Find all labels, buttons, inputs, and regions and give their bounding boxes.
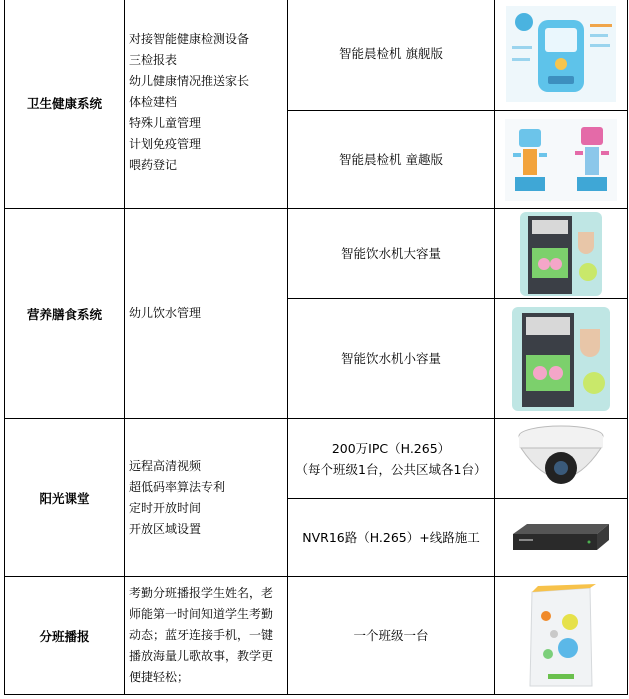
feature-item: 幼儿健康情况推送家长 <box>129 74 250 88</box>
table-row <box>5 577 628 695</box>
product-image-cell <box>495 299 628 419</box>
system-name-health: 卫生健康系统 <box>5 0 125 209</box>
feature-item: 体检建档 <box>129 95 178 109</box>
feature-list-nutrition <box>125 209 288 419</box>
bluetooth-speaker-image <box>518 582 604 690</box>
feature-description-broadcast: 考勤分班播报学生姓名，老师能第一时间知道学生考勤动态；蓝牙连接手机，一键播放海量儿歌故事，教学更便捷轻松； <box>125 577 288 695</box>
feature-item: 对接智能健康检测设备 <box>129 32 250 46</box>
table-row <box>5 0 628 111</box>
feature-item: 三检报表 <box>129 53 178 67</box>
feature-item: 超低码率算法专利 <box>129 479 226 494</box>
product-image-cell <box>495 111 628 209</box>
feature-item: 开放区域设置 <box>129 521 202 536</box>
product-name: 智能饮水机小容量 <box>288 299 495 419</box>
system-name-broadcast: 分班播报 <box>5 577 125 695</box>
table-row <box>5 419 628 499</box>
system-name-classroom: 阳光课堂 <box>5 419 125 577</box>
feature-item: 定时开放时间 <box>129 500 202 515</box>
feature-list-health <box>125 0 288 209</box>
product-image-cell <box>495 419 628 499</box>
feature-item: 幼儿饮水管理 <box>129 306 202 320</box>
system-name-nutrition: 营养膳食系统 <box>5 209 125 419</box>
product-image-cell <box>495 577 628 695</box>
water-dispenser-small-image <box>512 307 610 411</box>
product-name: 智能饮水机大容量 <box>288 209 495 299</box>
nvr-recorder-image <box>509 520 613 556</box>
product-image-cell <box>495 209 628 299</box>
feature-item: 远程高清视频 <box>129 458 202 473</box>
product-name: 一个班级一台 <box>288 577 495 695</box>
product-name <box>288 419 495 499</box>
feature-list-classroom <box>125 419 288 577</box>
product-name-line: （每个班级1台，公共区域各1台） <box>295 461 487 477</box>
morning-check-kiosk-image <box>506 6 616 102</box>
feature-item: 特殊儿童管理 <box>129 116 202 130</box>
dome-camera-image <box>511 422 611 496</box>
table-row <box>5 209 628 299</box>
product-name-line: 200万IPC（H.265） <box>331 440 451 456</box>
feature-item: 计划免疫管理 <box>129 137 202 151</box>
product-image-cell <box>495 0 628 111</box>
product-name: NVR16路（H.265）+线路施工 <box>288 499 495 577</box>
product-spec-table <box>4 0 628 695</box>
feature-item: 喂药登记 <box>129 158 178 172</box>
product-name: 智能晨检机 旗舰版 <box>288 0 495 111</box>
morning-check-robot-image <box>505 119 617 201</box>
product-name: 智能晨检机 童趣版 <box>288 111 495 209</box>
water-dispenser-large-image <box>520 212 602 296</box>
product-image-cell <box>495 499 628 577</box>
